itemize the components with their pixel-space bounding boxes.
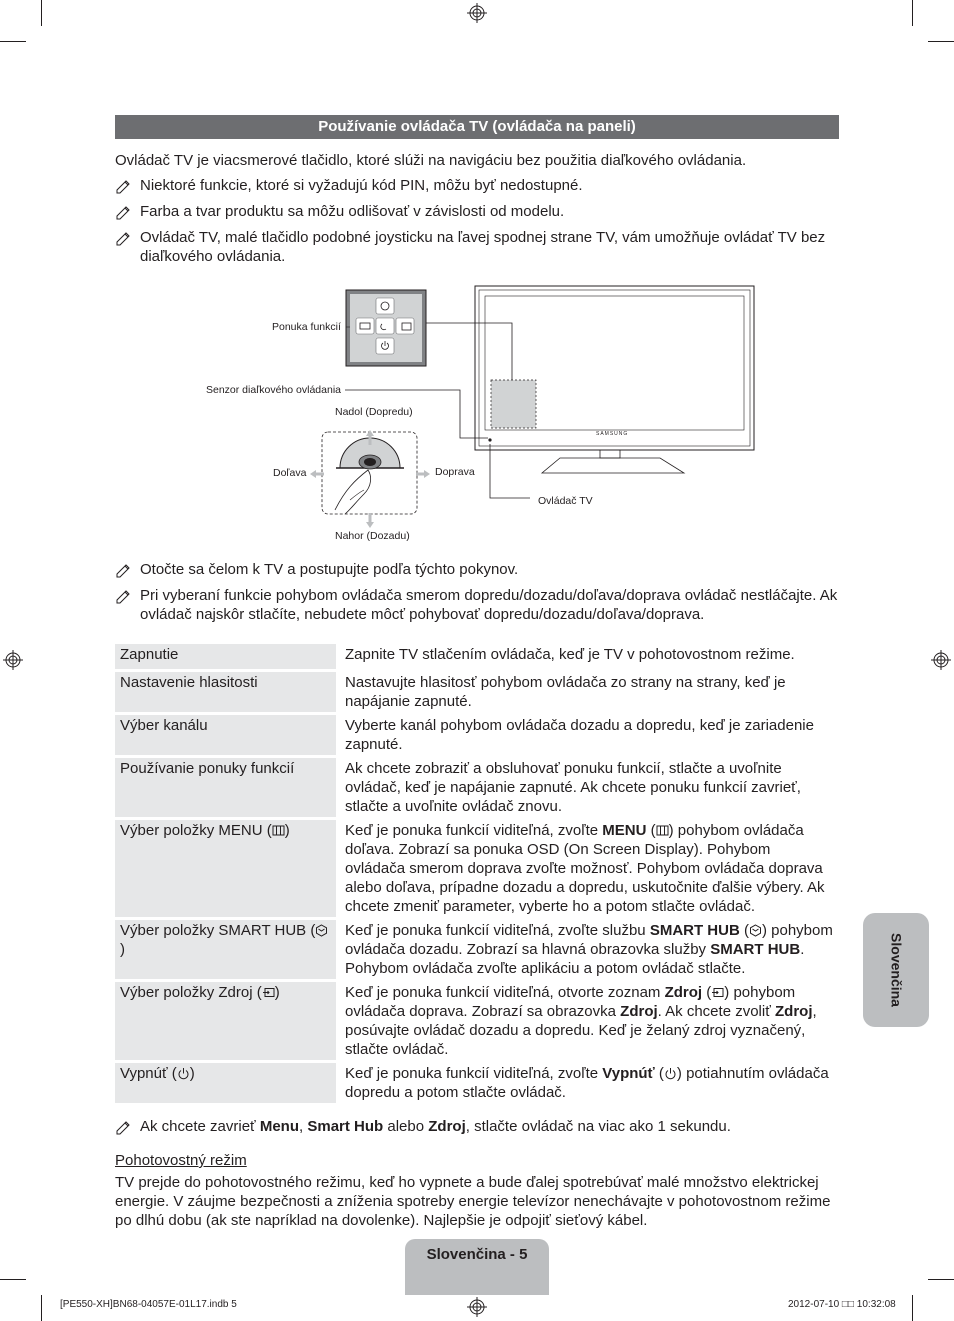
note-text: Pri vyberaní funkcie pohybom ovládača smerom dopredu/dozadu/doľava/doprava ovládač nestláčajte. Ak ovládač najskôr stlačíte, nebudete môcť pohybovať dopredu/dozadu/doľava/doprava. [140, 587, 838, 623]
registration-mark-icon [931, 650, 951, 670]
source-icon [262, 986, 275, 999]
registration-mark-icon [467, 1297, 487, 1317]
side-tab-label: Slovenčina [888, 933, 905, 1007]
note-pin [115, 176, 839, 195]
row-value: Keď je ponuka funkcií viditeľná, zvoľte Vypnúť ( ) potiahnutím ovládača dopredu a potom stlačte ovládač. [340, 1063, 839, 1103]
tv-controller-diagram [0, 280, 954, 550]
crop-mark [41, 1295, 42, 1321]
note-color [115, 202, 839, 221]
crop-mark [928, 1279, 954, 1280]
crop-mark [0, 1279, 26, 1280]
label-tv-controller: Ovládač TV [538, 495, 593, 507]
tv-brand-logo: SAMSUNG [596, 431, 629, 437]
table-row [115, 644, 839, 669]
row-key: Výber položky SMART HUB () [115, 920, 336, 979]
label-left: Doľava [273, 467, 307, 479]
label-down-forward: Nadol (Dopredu) [335, 406, 413, 418]
row-key: Používanie ponuky funkcií [115, 758, 336, 817]
note-close: Ak chcete zavrieť Menu, Smart Hub alebo Zdroj, stlačte ovládač na viac ako 1 sekundu. [115, 1117, 839, 1136]
registration-mark-icon [467, 3, 487, 23]
power-icon [177, 1067, 190, 1080]
note-face-tv [115, 560, 839, 579]
row-key: Zapnutie [115, 644, 336, 669]
table-row [115, 920, 839, 979]
crop-mark [41, 0, 42, 26]
table-row [115, 1063, 839, 1103]
source-icon [711, 986, 724, 999]
footer-date: 2012-07-10 □□ 10:32:08 [788, 1299, 896, 1310]
table-row [115, 758, 839, 817]
feature-table [115, 641, 839, 1106]
table-row [115, 982, 839, 1060]
standby-text: TV prejde do pohotovostného režimu, keď ho vypnete a bude ďalej spotrebúvať malé množstvo elektrickej energie. V záujme bezpečnosti a zníženia spotreby energie televízor nenechávajte v pohotovostnom režime po dlhú dobu (ak ste napríklad na dovolenke). Najlepšie je odpojiť sieťový kábel. [115, 1174, 831, 1229]
label-up-back: Nahor (Dozadu) [335, 530, 410, 542]
note-pencil-icon [115, 228, 133, 246]
smart-hub-icon [749, 924, 762, 937]
row-key: Výber položky MENU ( ) [115, 820, 336, 917]
note-pencil-icon [115, 1117, 133, 1135]
crop-mark [912, 0, 913, 26]
footer-file: [PE550-XH]BN68-04057E-01L17.indb 5 [60, 1299, 237, 1310]
crop-mark [0, 41, 26, 42]
row-value: Keď je ponuka funkcií viditeľná, zvoľte MENU ( ) pohybom ovládača doľava. Zobrazí sa ponuka OSD (On Screen Display). Pohybom ovládača smerom doprava zvoľte možnosť. Pohybom ovládača doprava alebo doľava, prípadne dozadu a dopredu, uskutočnite ďalšie výbery. Ak chcete zmeniť parameter, vyberte ho a potom stlačte ovládač. [340, 820, 839, 917]
table-row [115, 715, 839, 755]
registration-mark-icon [3, 650, 23, 670]
row-value: Nastavujte hlasitosť pohybom ovládača zo strany na strany, keď je napájanie zapnuté. [340, 672, 839, 712]
section-title: Používanie ovládača TV (ovládača na paneli) [115, 115, 839, 139]
row-value: Keď je ponuka funkcií viditeľná, zvoľte službu SMART HUB ( ) pohybom ovládača dozadu. Zobrazí sa hlavná obrazovka služby SMART HUB. Pohybom ovládača zvoľte aplikáciu a potom ovládač stlačte. [340, 920, 839, 979]
row-key: Vypnúť ( ) [115, 1063, 336, 1103]
row-key: Výber kanálu [115, 715, 336, 755]
menu-icon [656, 824, 669, 837]
page-number-tab: Slovenčina - 5 [405, 1239, 549, 1295]
note-pencil-icon [115, 176, 133, 194]
smart-hub-icon [315, 924, 328, 937]
intro-text: Ovládač TV je viacsmerové tlačidlo, ktoré slúži na navigáciu bez použitia diaľkového ovládania. [115, 152, 747, 169]
power-icon [664, 1067, 677, 1080]
row-value: Keď je ponuka funkcií viditeľná, otvorte zoznam Zdroj ( ) pohybom ovládača doprava. Zobrazí sa obrazovka Zdroj. Ak chcete zvoliť Zdroj, posúvajte ovládač dozadu a dopredu. Keď je želaný zdroj vyznačený, stlačte ovládač. [340, 982, 839, 1060]
note-text: Otočte sa čelom k TV a postupujte podľa týchto pokynov. [140, 561, 519, 578]
label-function-menu: Ponuka funkcií [272, 321, 341, 333]
note-pencil-icon [115, 560, 133, 578]
row-value: Ak chcete zobraziť a obsluhovať ponuku funkcií, stlačte a uvoľnite ovládač, keď je napájanie zapnuté. Ak chcete ponuku funkcií zavrieť, stlačte a uvoľnite ovládač znovu. [340, 758, 839, 817]
language-side-tab [863, 913, 929, 1027]
note-text: Niektoré funkcie, ktoré si vyžadujú kód PIN, môžu byť nedostupné. [140, 177, 583, 194]
label-right: Doprava [435, 466, 475, 478]
menu-icon [272, 824, 285, 837]
label-remote-sensor: Senzor diaľkového ovládania [206, 384, 341, 396]
row-key: Výber položky Zdroj ( ) [115, 982, 336, 1060]
note-controller [115, 228, 839, 266]
standby-heading: Pohotovostný režim [115, 1152, 247, 1169]
row-value: Vyberte kanál pohybom ovládača dozadu a dopredu, keď je zariadenie zapnuté. [340, 715, 839, 755]
note-pencil-icon [115, 202, 133, 220]
note-no-press [115, 586, 839, 624]
table-row [115, 672, 839, 712]
row-key: Nastavenie hlasitosti [115, 672, 336, 712]
note-text: Ovládač TV, malé tlačidlo podobné joysticku na ľavej spodnej strane TV, vám umožňuje ovládať TV bez diaľkového ovládania. [140, 229, 826, 265]
table-row [115, 820, 839, 917]
row-value: Zapnite TV stlačením ovládača, keď je TV v pohotovostnom režime. [340, 644, 839, 669]
note-pencil-icon [115, 586, 133, 604]
crop-mark [912, 1295, 913, 1321]
note-text: Farba a tvar produktu sa môžu odlišovať v závislosti od modelu. [140, 203, 565, 220]
crop-mark [928, 41, 954, 42]
